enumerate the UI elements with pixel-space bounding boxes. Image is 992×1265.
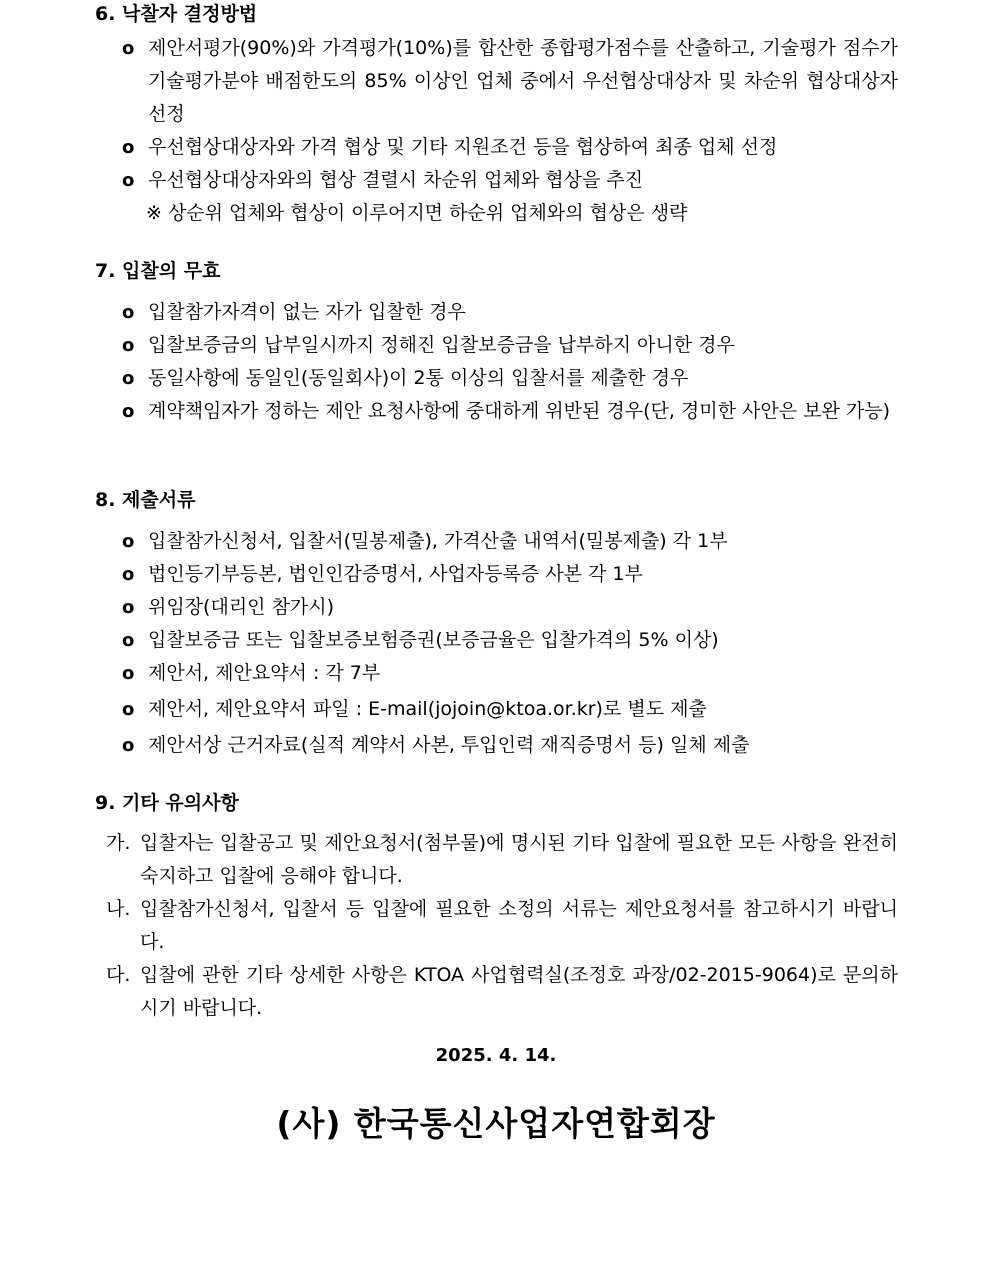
bullet-text: 법인등기부등본, 법인인감증명서, 사업자등록증 사본 각 1부	[148, 563, 643, 585]
section-8-bullet-2	[122, 558, 898, 591]
section-8-bullet-7	[122, 729, 898, 762]
item-text: 입찰참가신청서, 입찰서 등 입찰에 필요한 소정의 서류는 제안요청서를 참고하시기 바랍니다.	[140, 898, 898, 953]
section-7-bullet-1	[122, 296, 898, 329]
bullet-marker: o	[122, 170, 135, 191]
section-8-bullet-1	[122, 525, 898, 558]
section-8-bullet-3	[122, 591, 898, 624]
section-9-item-1	[106, 827, 898, 893]
section-9-item-3	[106, 959, 898, 1025]
section-9-heading: 9. 기타 유의사항	[95, 792, 239, 814]
issuer-name: (사) 한국통신사업자연합회장	[276, 1104, 716, 1143]
section-8-bullet-5	[122, 657, 898, 690]
bullet-text: 제안서상 근거자료(실적 계약서 사본, 투입인력 재직증명서 등) 일체 제출	[148, 734, 750, 756]
item-marker: 가.	[106, 832, 131, 854]
bullet-marker: o	[122, 137, 135, 158]
bullet-text: 제안서평가(90%)와 가격평가(10%)를 합산한 종합평가점수를 산출하고, 기술평가 점수가 기술평가분야 배점한도의 85% 이상인 업체 중에서 우선협상대상자 및 차순위 협상대상자 선정	[148, 37, 898, 125]
section-6-note: ※ 상순위 업체와 협상이 이루어지면 하순위 업체와의 협상은 생략	[146, 202, 688, 224]
bullet-marker: o	[122, 630, 135, 651]
item-text: 입찰자는 입찰공고 및 제안요청서(첨부물)에 명시된 기타 입찰에 필요한 모든 사항을 완전히 숙지하고 입찰에 응해야 합니다.	[140, 832, 898, 887]
section-9-item-2	[106, 893, 898, 959]
section-7-bullet-4	[122, 395, 898, 428]
bullet-marker: o	[122, 302, 135, 323]
bullet-text: 입찰참가자격이 없는 자가 입찰한 경우	[148, 301, 466, 323]
section-8-heading: 8. 제출서류	[95, 489, 196, 511]
bullet-text: 위임장(대리인 참가시)	[148, 596, 335, 618]
bullet-text: 제안서, 제안요약서 파일 : E-mail(jojoin@ktoa.or.kr)로 별도 제출	[148, 698, 707, 720]
bullet-marker: o	[122, 564, 135, 585]
item-marker: 다.	[106, 964, 131, 986]
bullet-text: 우선협상대상자와의 협상 결렬시 차순위 업체와 협상을 추진	[148, 169, 644, 191]
section-6-bullet-3	[122, 164, 898, 197]
bullet-marker: o	[122, 663, 135, 684]
document-date: 2025. 4. 14.	[435, 1045, 557, 1066]
bullet-text: 동일사항에 동일인(동일회사)이 2통 이상의 입찰서를 제출한 경우	[148, 367, 689, 389]
bullet-text: 입찰보증금 또는 입찰보증보험증권(보증금율은 입찰가격의 5% 이상)	[148, 629, 719, 651]
section-8-bullet-4	[122, 624, 898, 657]
section-7-bullet-3	[122, 362, 898, 395]
bullet-marker: o	[122, 699, 135, 720]
section-8-bullet-6	[122, 693, 898, 726]
item-marker: 나.	[106, 898, 131, 920]
bullet-marker: o	[122, 401, 135, 422]
bullet-marker: o	[122, 38, 135, 59]
bullet-text: 입찰참가신청서, 입찰서(밀봉제출), 가격산출 내역서(밀봉제출) 각 1부	[148, 530, 728, 552]
section-6-bullet-2	[122, 131, 898, 164]
item-text: 입찰에 관한 기타 상세한 사항은 KTOA 사업협력실(조정호 과장/02-2015-9064)로 문의하시기 바랍니다.	[140, 964, 898, 1019]
bullet-text: 제안서, 제안요약서 : 각 7부	[148, 662, 381, 684]
bullet-marker: o	[122, 531, 135, 552]
section-7-bullet-2	[122, 329, 898, 362]
bullet-marker: o	[122, 597, 135, 618]
bullet-text: 입찰보증금의 납부일시까지 정해진 입찰보증금을 납부하지 아니한 경우	[148, 334, 735, 356]
bullet-marker: o	[122, 335, 135, 356]
section-6-heading: 6. 낙찰자 결정방법	[95, 3, 258, 25]
section-6-bullet-1	[122, 32, 898, 131]
bullet-marker: o	[122, 735, 135, 756]
bullet-text: 계약책임자가 정하는 제안 요청사항에 중대하게 위반된 경우(단, 경미한 사안은 보완 가능)	[148, 400, 891, 422]
bullet-marker: o	[122, 368, 135, 389]
bullet-text: 우선협상대상자와 가격 협상 및 기타 지원조건 등을 협상하여 최종 업체 선정	[148, 136, 778, 158]
section-7-heading: 7. 입찰의 무효	[95, 260, 221, 282]
